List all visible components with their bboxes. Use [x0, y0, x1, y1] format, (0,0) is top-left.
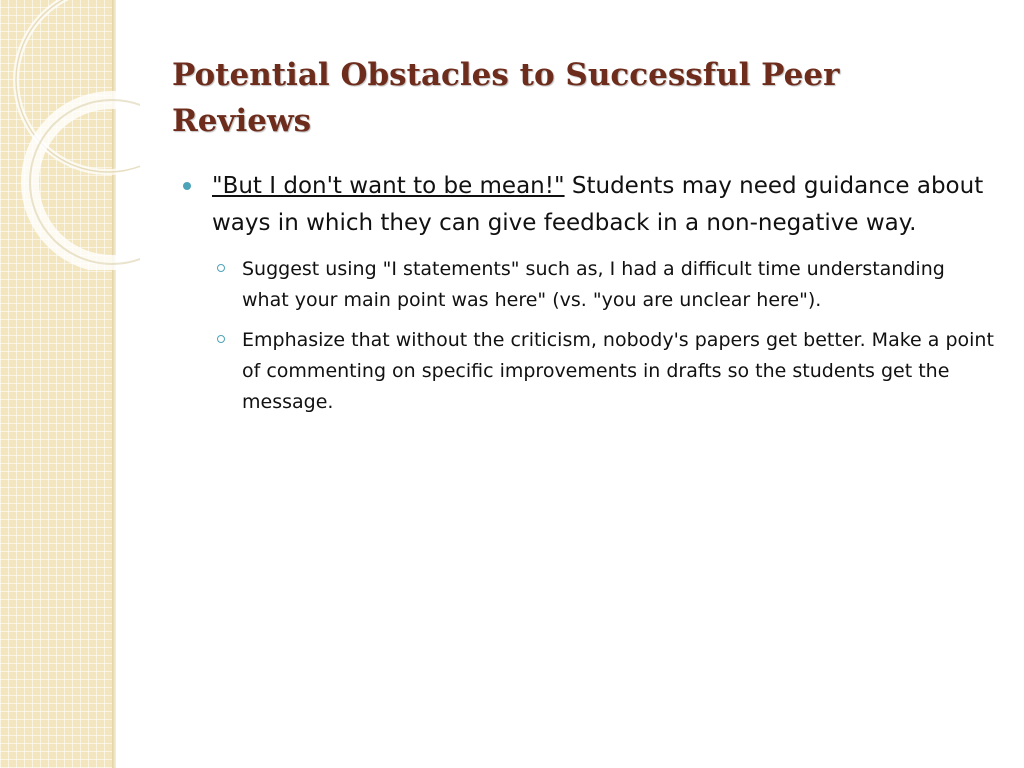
- decorative-rings-icon: [0, 0, 140, 270]
- sub-bullet: [180, 254, 995, 316]
- slide-title: Potential Obstacles to Successful Peer Reviews: [172, 57, 840, 139]
- sub-bullet: [180, 325, 995, 418]
- main-bullet: [180, 168, 995, 242]
- sub-bullet-circle-icon: [217, 264, 225, 272]
- sub-bullet-text: Suggest using "I statements" such as, I had a difficult time understanding what your main point was here" (vs. "you are unclear here").: [242, 258, 945, 311]
- bullet-text: Students may need guidance about ways in which they can give feedback in a non-negative way.: [212, 173, 984, 236]
- bullet-dot-icon: [183, 182, 191, 190]
- slide-content: [180, 168, 995, 427]
- sub-bullet-circle-icon: [217, 335, 225, 343]
- bullet-lead-underlined: "But I don't want to be mean!": [212, 173, 565, 199]
- sub-bullet-list: [180, 254, 995, 418]
- sub-bullet-text: Emphasize that without the criticism, nobody's papers get better. Make a point of commenting on specific improvements in drafts so the students get the message.: [242, 329, 994, 413]
